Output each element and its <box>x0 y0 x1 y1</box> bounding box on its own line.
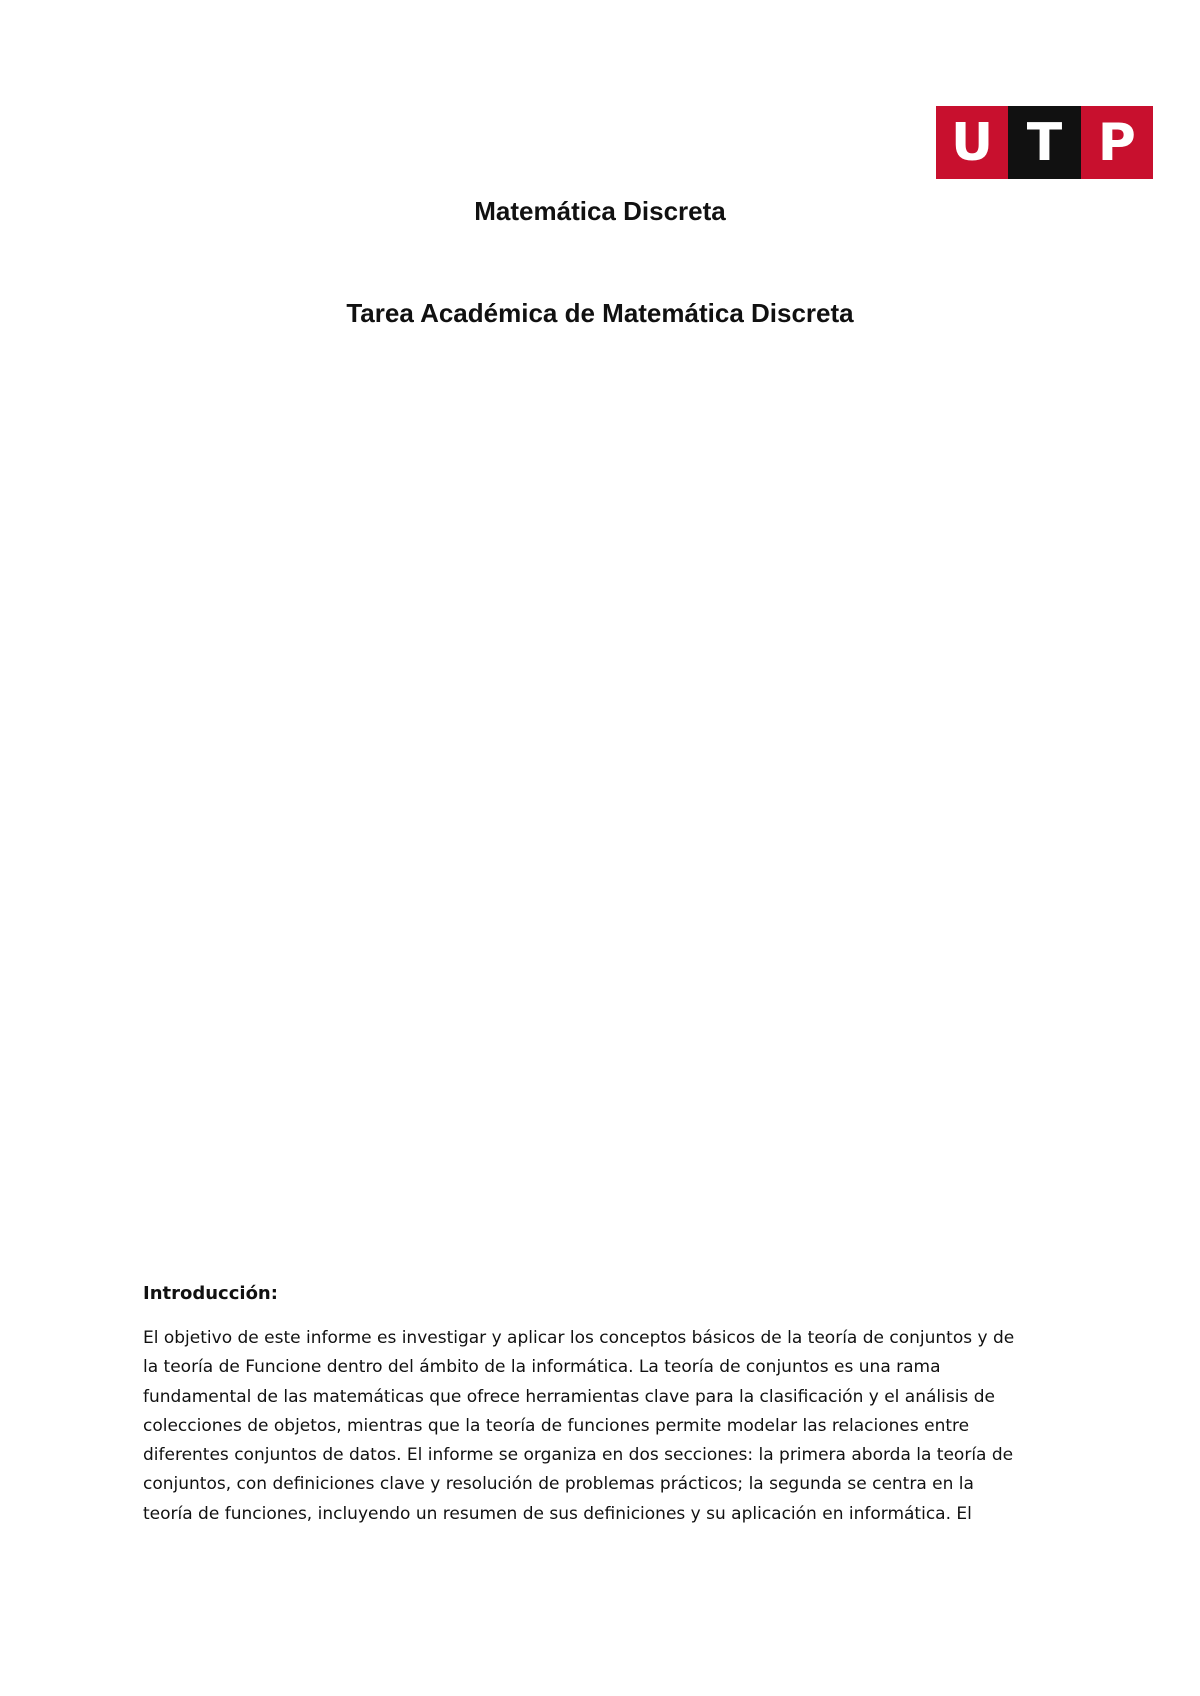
document-title: Tarea Académica de Matemática Discreta <box>346 298 854 328</box>
paragraph-line: El objetivo de este informe es investigar y aplicar los conceptos básicos de la teoría de conjuntos y de <box>143 1328 1015 1348</box>
logo-letter-u: U <box>936 106 1008 179</box>
logo-letter-p: P <box>1081 106 1153 179</box>
paragraph-line: la teoría de Funcione dentro del ámbito de la informática. La teoría de conjuntos es una rama <box>143 1357 941 1378</box>
paragraph-line: teoría de funciones, incluyendo un resumen de sus definiciones y su aplicación en informática. El <box>143 1503 972 1524</box>
introduction-paragraph <box>143 1324 1083 1529</box>
utp-logo <box>936 106 1153 179</box>
paragraph-line: conjuntos, con definiciones clave y resolución de problemas prácticos; la segunda se centra en la <box>143 1474 974 1495</box>
course-title: Matemática Discreta <box>474 196 726 226</box>
paragraph-line: colecciones de objetos, mientras que la teoría de funciones permite modelar las relaciones entre <box>143 1415 970 1436</box>
paragraph-line: fundamental de las matemáticas que ofrece herramientas clave para la clasificación y el análisis de <box>143 1386 995 1407</box>
introduction-heading: Introducción: <box>143 1283 278 1304</box>
paragraph-line: diferentes conjuntos de datos. El informe se organiza en dos secciones: la primera aborda la teoría de <box>143 1445 1014 1466</box>
logo-letter-t: T <box>1008 106 1080 179</box>
